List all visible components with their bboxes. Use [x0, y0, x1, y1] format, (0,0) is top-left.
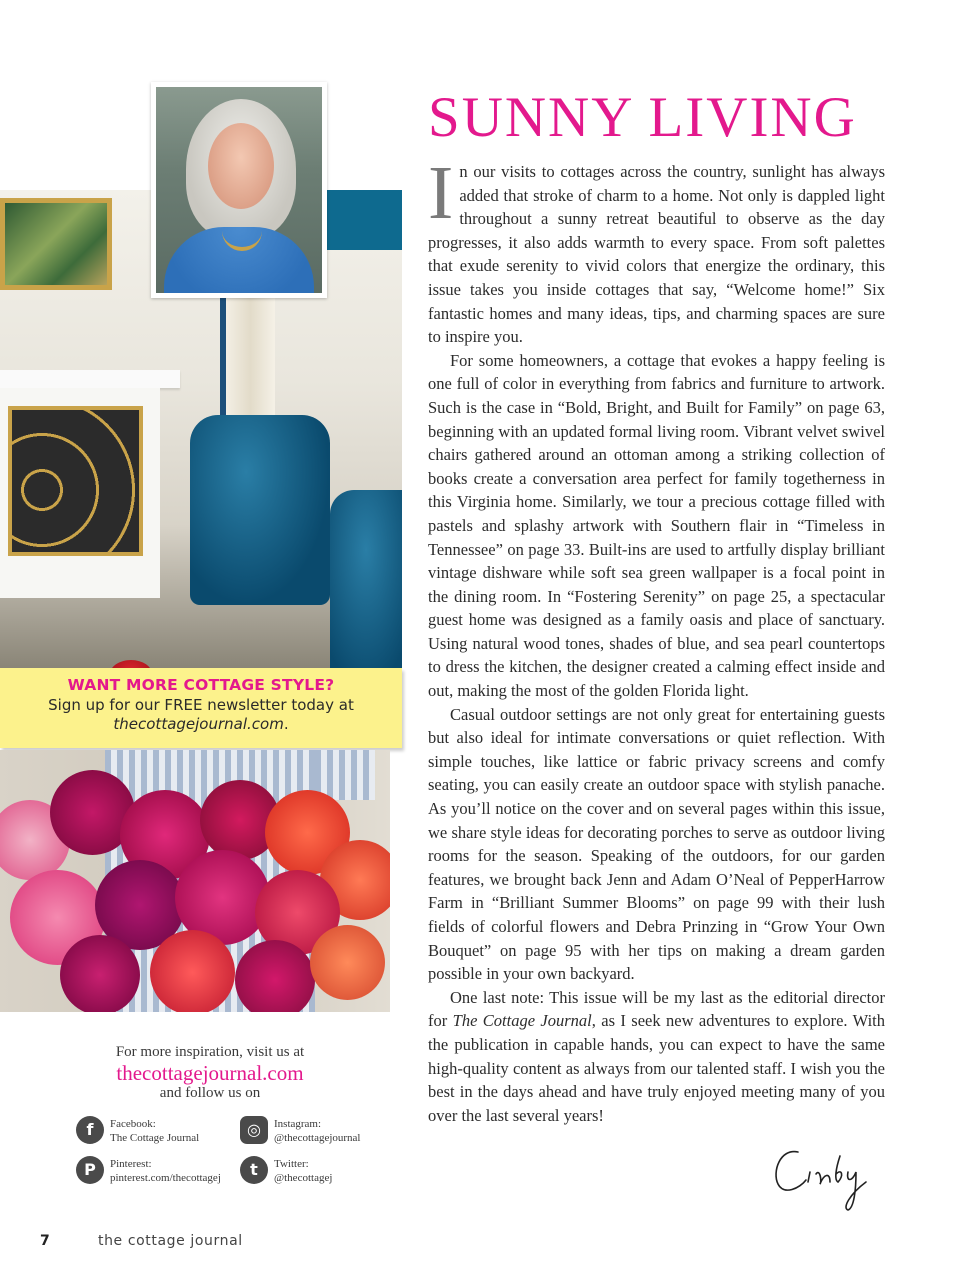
red-flower-arrangement — [110, 660, 152, 668]
portrait-face — [208, 123, 274, 209]
blue-velvet-chair — [190, 415, 330, 605]
zinnia-bloom — [235, 940, 315, 1012]
twitter-handle: @thecottagej — [274, 1172, 333, 1184]
editor-signature — [770, 1138, 880, 1218]
paragraph-4-start: One last note: This issue will be my last as the editorial director for — [428, 987, 885, 1031]
article-paragraph-2: For some homeowners, a cottage that evokes a happy feeling is one full of color in everything from fabrics and furniture to artwork. Such is the case in “Bold, Bright, and Built for Family” on page 63, beginning with an updated formal living room. Vibrant velvet swivel chairs gathered around an ottoman among a striking collection of books create a conversation area perfect for family togetherness in this Virginia home. Similarly, we tour a precious cottage filled with pastels and splashy artwork with Southern flair in “Timeless in Tennessee” on page 33. Built-ins are used to artfully display brilliant vintage dishware while soft sea green wallpaper is a focal point in the dining room. In “Fostering Serenity” on page 25, a spectacular guest home was designed as a family oasis and place of sanctuary. Using natural wood tones, shades of blue, and sea pearl countertops to dress the kitchen, the designer created a calming effect inside and out, making the most of the golden Florida light. — [428, 350, 885, 701]
zinnia-bloom — [150, 930, 235, 1012]
publication-name: the cottage journal — [98, 1233, 243, 1249]
follow-intro: For more inspiration, visit us at — [115, 1044, 305, 1060]
facebook-name: Facebook: — [110, 1118, 156, 1130]
article-paragraph-4 — [428, 986, 885, 1128]
promo-site-link[interactable]: thecottagejournal.com — [113, 715, 284, 733]
pinterest-link[interactable] — [76, 1156, 236, 1186]
instagram-label — [274, 1117, 361, 1145]
twitter-label — [274, 1157, 332, 1185]
facebook-handle: The Cottage Journal — [110, 1132, 200, 1144]
page-number: 7 — [40, 1233, 50, 1249]
facebook-label — [110, 1117, 199, 1145]
promo-site[interactable] — [0, 715, 402, 733]
editor-letter — [428, 151, 885, 1127]
landscape-painting — [0, 198, 112, 290]
website-link[interactable]: thecottagejournal.com — [116, 1061, 304, 1085]
paragraph-1-text: n our visits to cottages across the country, sunlight has always added that stroke of charm to a home. Not only is dappled light throughout a sunny retreat beautiful to observe as the day progresses, it also adds warmth to every space. From soft palettes that exude serenity to vivid colors that energize the ordinary, this issue takes you inside cottages that say, “Welcome home!” Six fantastic homes and many ideas, tips, and charming spaces are sure to inspire you. — [428, 162, 885, 347]
article-paragraph-3: Casual outdoor settings are not only great for entertaining guests but also ideal for intimate conversations or quiet reflection. With simple touches, like lattice or fabric privacy screens and comfy seating, you can easily create an outdoor space with stylish panache. As you’ll notice on the cover and on several pages within this issue, we share style ideas for decorating porches to serve as outdoor living rooms for the season. Speaking of the outdoors, for our garden features, we brought back Jenn and Adam O’Neal of PepperHarrow Farm in “Brilliant Summer Blooms” on page 99 with their lush fields of colorful flowers and Debra Prinzing in “Grow Your Own Bouquet” on page 95 with her tips on making a dream garden possible in your own backyard. — [428, 704, 885, 984]
instagram-link[interactable] — [240, 1116, 390, 1146]
page-title: SUNNY LIVING — [428, 86, 857, 149]
twitter-name: Twitter: — [274, 1158, 309, 1170]
zinnia-bloom — [60, 935, 140, 1012]
promo-heading: WANT MORE COTTAGE STYLE? — [67, 676, 335, 694]
zinnia-bouquet-photo — [0, 750, 390, 1012]
blue-velvet-chair-right — [330, 490, 402, 668]
fireplace-screen — [8, 406, 143, 556]
pinterest-handle: pinterest.com/thecottagej — [110, 1172, 221, 1184]
follow-section — [40, 1044, 380, 1102]
zinnia-bloom — [310, 925, 385, 1000]
pinterest-label — [110, 1157, 221, 1185]
instagram-icon[interactable]: ◎ — [240, 1116, 268, 1144]
facebook-icon[interactable]: f — [76, 1116, 104, 1144]
twitter-icon[interactable]: t — [240, 1156, 268, 1184]
pinterest-icon[interactable]: P — [76, 1156, 104, 1184]
promo-text: Sign up for our FREE newsletter today at — [48, 696, 354, 714]
editor-portrait — [151, 82, 327, 298]
facebook-link[interactable] — [76, 1116, 236, 1146]
article-paragraph-1 — [428, 151, 885, 349]
instagram-name: Instagram: — [274, 1118, 322, 1130]
magazine-name: The Cottage Journal — [452, 1011, 592, 1031]
newsletter-promo — [0, 668, 402, 748]
pinterest-name: Pinterest: — [110, 1158, 152, 1170]
paragraph-4-end: , as I seek new adventures to explore. With the publication in capable hands, you can expect to have the same high-quality content as always from our talented staff. I wish you the best in the days ahead and have truly enjoyed meeting many of you over the last several years! — [428, 1011, 885, 1125]
drop-cap: I — [428, 151, 454, 235]
follow-on-text: and follow us on — [159, 1085, 261, 1101]
fireplace-mantel — [0, 370, 180, 388]
instagram-handle: @thecottagejournal — [274, 1132, 361, 1144]
twitter-link[interactable] — [240, 1156, 390, 1186]
promo-site-suffix: . — [283, 715, 289, 733]
